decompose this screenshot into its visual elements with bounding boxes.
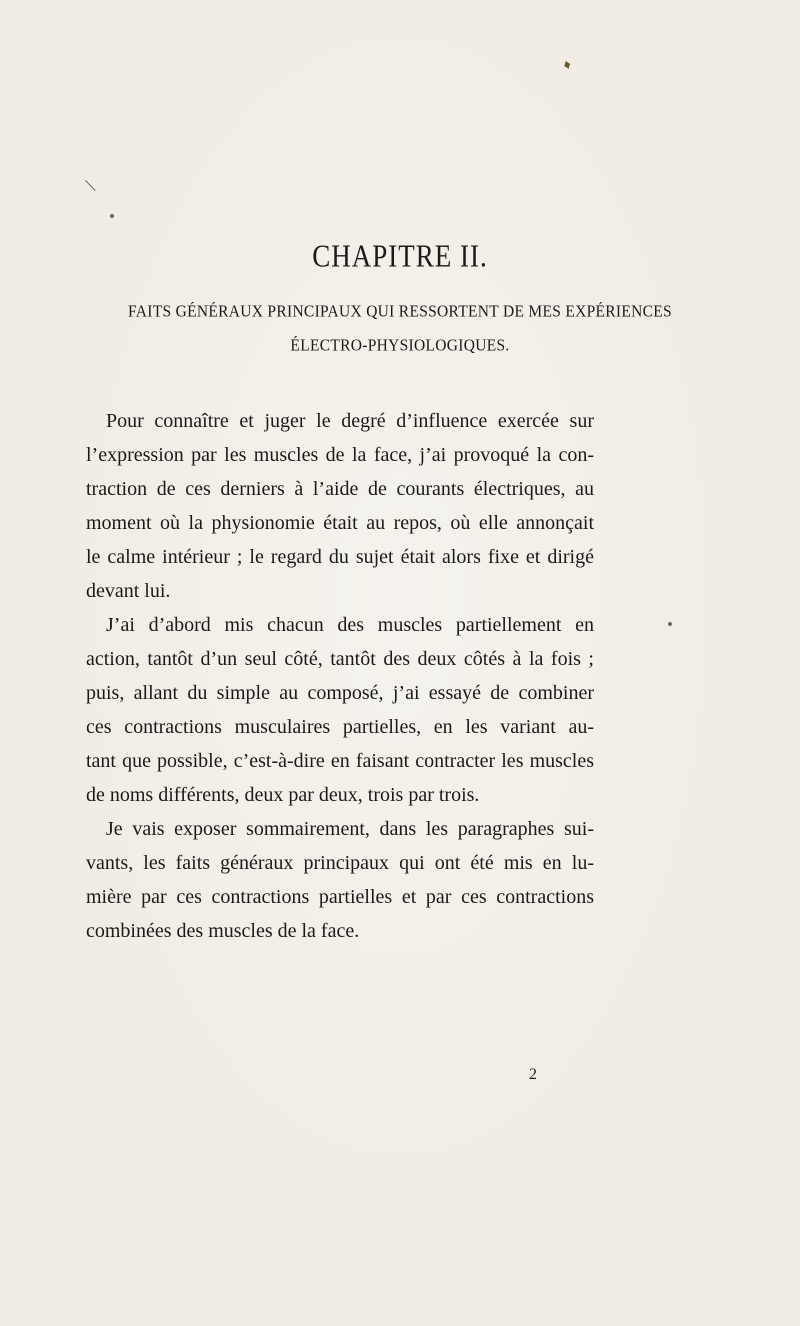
chapter-title: CHAPITRE II. (312, 238, 488, 274)
chapter-subtitle-line-1: FAITS GÉNÉRAUX PRINCIPAUX QUI RESSORTENT DE MES EXPÉRIENCES (128, 302, 672, 322)
text-line: ces contractions musculaires partielles, en les variant au- (86, 716, 594, 738)
text-line: J’ai d’abord mis chacun des muscles partiellement en (106, 614, 594, 636)
text-line: Pour connaître et juger le degré d’influence exercée sur (106, 410, 594, 432)
ink-speck (110, 214, 114, 218)
text-line: Je vais exposer sommairement, dans les paragraphes sui- (106, 818, 594, 840)
text-line: traction de ces derniers à l’aide de courants électriques, au (86, 478, 594, 500)
text-line: vants, les faits généraux principaux qui ont été mis en lu- (86, 852, 594, 874)
text-line: action, tantôt d’un seul côté, tantôt des deux côtés à la fois ; (86, 648, 594, 670)
ink-speck (668, 622, 672, 626)
text-line: tant que possible, c’est-à-dire en faisant contracter les muscles (86, 750, 594, 772)
text-line: l’expression par les muscles de la face, j’ai provoqué la con- (86, 444, 594, 466)
text-line: mière par ces contractions partielles et par ces contractions (86, 886, 594, 908)
page-number: 2 (529, 1066, 537, 1083)
ink-mark: ♦ (561, 57, 574, 74)
text-line: puis, allant du simple au composé, j’ai essayé de combiner (86, 682, 594, 704)
text-line: devant lui. (86, 580, 171, 602)
text-line: moment où la physionomie était au repos, où elle annonçait (86, 512, 594, 534)
body-text (86, 404, 594, 948)
text-line: de noms différents, deux par deux, trois par trois. (86, 784, 480, 806)
pencil-mark: \ (83, 174, 98, 198)
chapter-subtitle-line-2: ÉLECTRO-PHYSIOLOGIQUES. (290, 336, 510, 356)
text-line: le calme intérieur ; le regard du sujet était alors fixe et dirigé (86, 546, 594, 568)
text-line: combinées des muscles de la face. (86, 920, 360, 942)
